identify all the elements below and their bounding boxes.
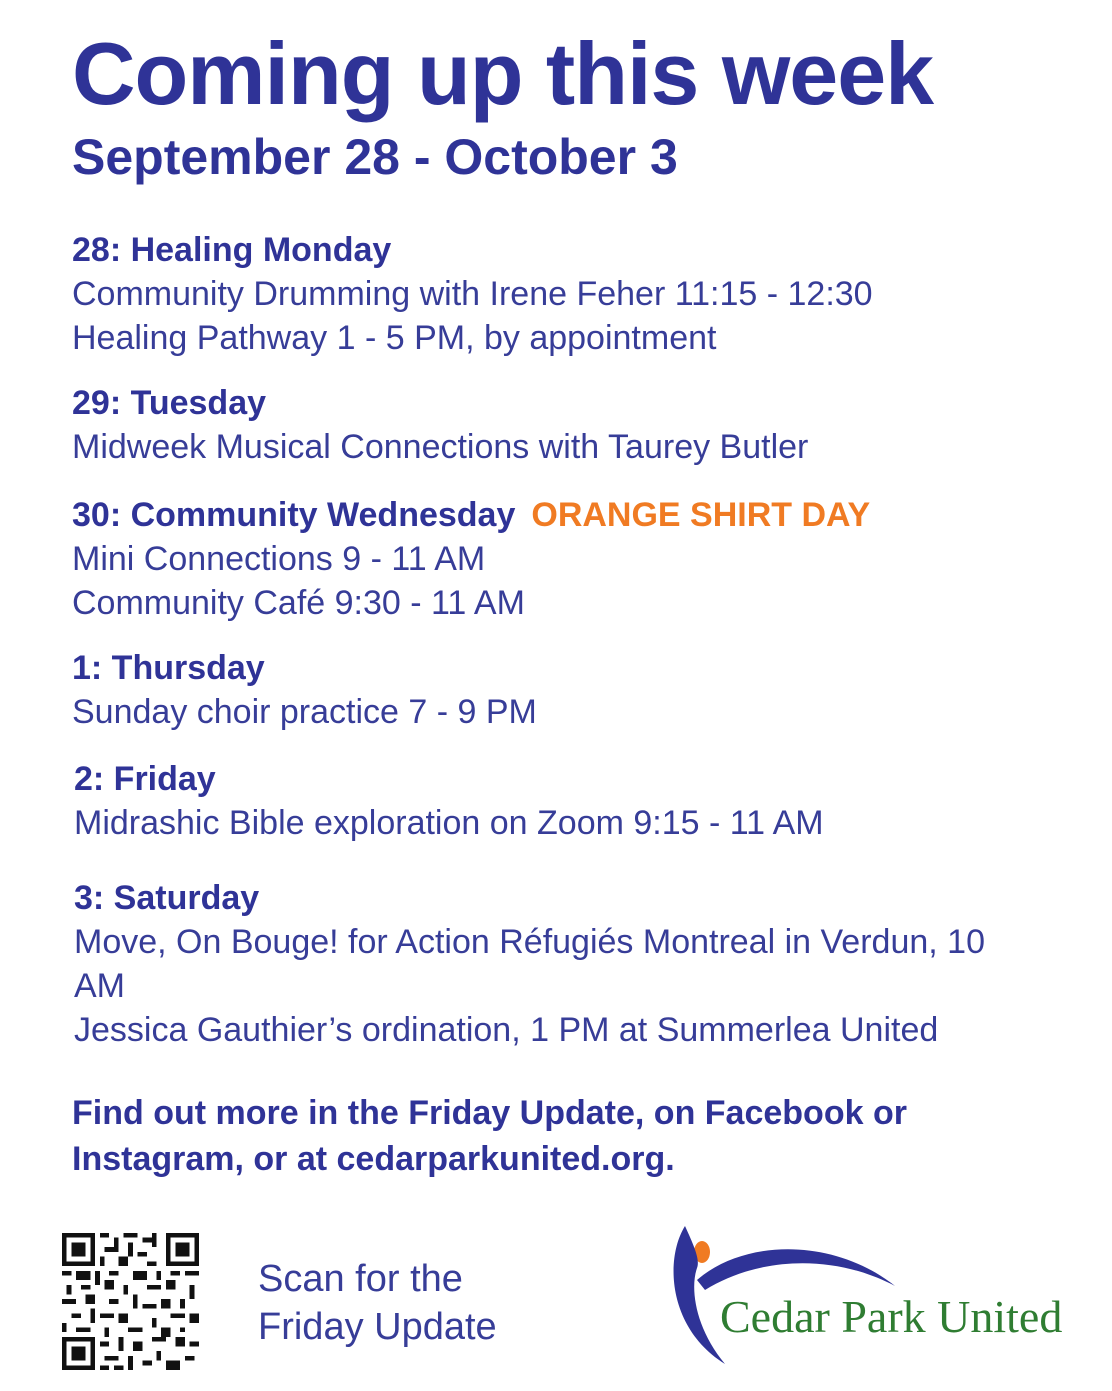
day-saturday bbox=[74, 876, 1034, 1052]
scan-instructions bbox=[258, 1255, 497, 1351]
day-monday bbox=[72, 228, 873, 360]
day-heading: 28: Healing Monday bbox=[72, 231, 392, 269]
event-item: Jessica Gauthier’s ordination, 1 PM at Summerlea United bbox=[74, 1011, 939, 1049]
day-wednesday bbox=[72, 493, 870, 625]
day-heading: 29: Tuesday bbox=[72, 384, 267, 422]
event-item: Sunday choir practice 7 - 9 PM bbox=[72, 693, 537, 731]
event-item: Community Café 9:30 - 11 AM bbox=[72, 584, 525, 622]
day-heading: 1: Thursday bbox=[72, 649, 265, 687]
day-tuesday bbox=[72, 381, 808, 469]
event-item: Midrashic Bible exploration on Zoom 9:15 - 11 AM bbox=[74, 804, 824, 842]
event-item: Healing Pathway 1 - 5 PM, by appointment bbox=[72, 319, 717, 357]
more-info-note: Find out more in the Friday Update, on Facebook or Instagram, or at cedarparkunited.org. bbox=[72, 1094, 907, 1178]
logo-text: Cedar Park United bbox=[720, 1291, 1063, 1342]
event-item: Move, On Bouge! for Action Réfugiés Montreal in Verdun, 10 AM bbox=[74, 923, 985, 1005]
day-heading: 2: Friday bbox=[74, 760, 216, 798]
qr-code[interactable] bbox=[62, 1233, 199, 1370]
scan-line-1: Scan for the bbox=[258, 1258, 463, 1300]
day-heading-text: 30: Community Wednesday bbox=[72, 496, 516, 534]
page-title: Coming up this week bbox=[72, 24, 934, 123]
scan-line-2: Friday Update bbox=[258, 1306, 497, 1348]
date-range: September 28 - October 3 bbox=[72, 129, 678, 185]
event-item: Midweek Musical Connections with Taurey Butler bbox=[72, 428, 809, 466]
day-friday bbox=[74, 757, 824, 845]
orange-shirt-day-label: ORANGE SHIRT DAY bbox=[531, 496, 871, 534]
event-item: Community Drumming with Irene Feher 11:15 - 12:30 bbox=[72, 275, 873, 313]
day-heading: 3: Saturday bbox=[74, 879, 260, 917]
day-heading bbox=[72, 493, 870, 537]
day-thursday bbox=[72, 646, 537, 734]
event-item: Mini Connections 9 - 11 AM bbox=[72, 540, 486, 578]
